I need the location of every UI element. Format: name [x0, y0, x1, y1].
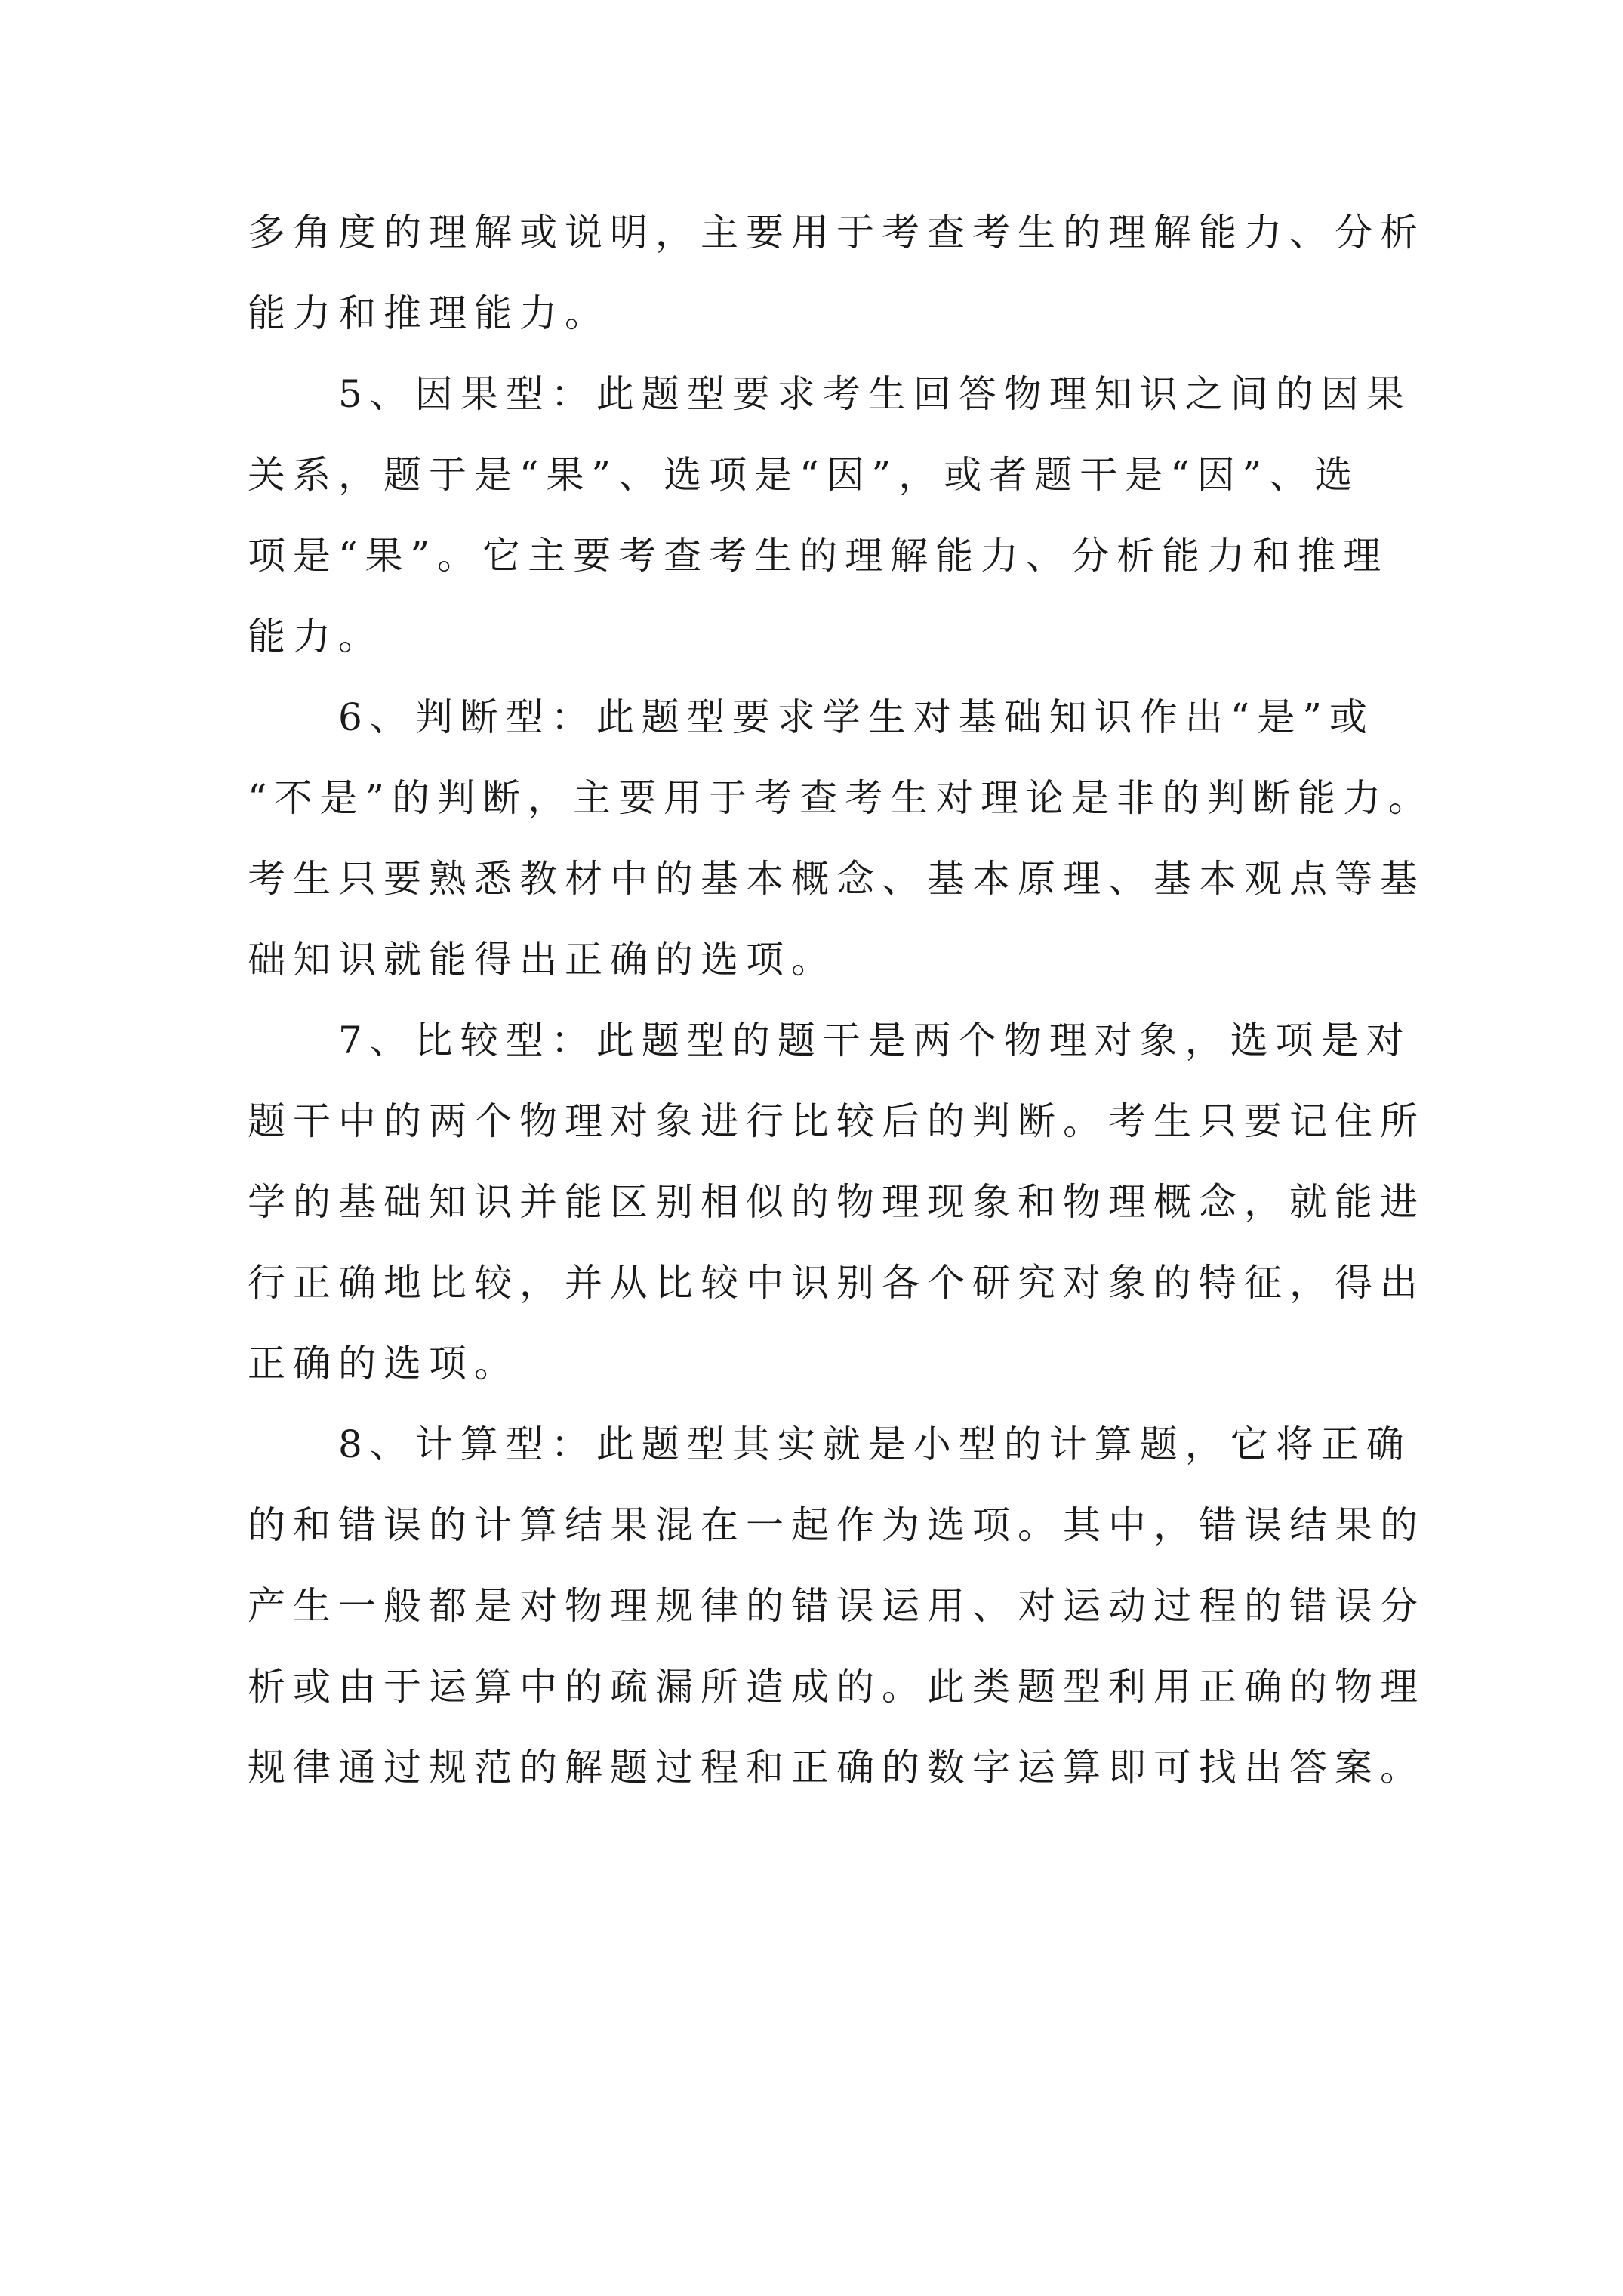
text-line: 行正确地比较，并从比较中识别各个研究对象的特征，得出	[248, 1261, 1425, 1305]
text-line: 关系，题于是“果”、选项是“因”，或者题干是“因”、选	[248, 453, 1360, 497]
text-line: 能力和推理能力。	[248, 291, 610, 335]
text-line: 产生一般都是对物理规律的错误运用、对运动过程的错误分	[248, 1584, 1425, 1628]
text-line: 6、判断型：此题型要求学生对基础知识作出“是”或	[338, 695, 1375, 739]
text-line: 7、比较型：此题型的题干是两个物理对象，选项是对	[338, 1019, 1412, 1062]
text-line: 能力。	[248, 615, 383, 658]
paragraph-4-continuation	[248, 193, 1425, 354]
paragraph-5-causal	[248, 354, 1412, 677]
text-line: 析或由于运算中的疏漏所造成的。此类题型利用正确的物理	[248, 1665, 1425, 1709]
text-line: 础知识就能得出正确的选项。	[248, 938, 836, 982]
text-line: 8、计算型：此题型其实就是小型的计算题，它将正确	[338, 1422, 1412, 1466]
document-body	[248, 193, 1434, 1808]
text-line: 题干中的两个物理对象进行比较后的判断。考生只要记住所	[248, 1099, 1425, 1143]
text-line: 5、因果型：此题型要求考生回答物理知识之间的因果	[338, 372, 1412, 416]
paragraph-6-judgment	[248, 677, 1434, 1000]
text-line: 考生只要熟悉教材中的基本概念、基本原理、基本观点等基	[248, 857, 1425, 901]
text-line: 正确的选项。	[248, 1342, 519, 1385]
text-line: 学的基础知识并能区别相似的物理现象和物理概念，就能进	[248, 1180, 1425, 1224]
paragraph-8-calculation	[248, 1404, 1425, 1808]
paragraph-7-comparison	[248, 1000, 1425, 1404]
text-line: 规律通过规范的解题过程和正确的数字运算即可找出答案。	[248, 1746, 1425, 1789]
text-line: 项是“果”。它主要考查考生的理解能力、分析能力和推理	[248, 534, 1389, 578]
text-line: 多角度的理解或说明，主要用于考查考生的理解能力、分析	[248, 211, 1425, 254]
text-line: 的和错误的计算结果混在一起作为选项。其中，错误结果的	[248, 1503, 1425, 1547]
text-line: “不是”的判断，主要用于考查考生对理论是非的判断能力。	[248, 776, 1434, 820]
